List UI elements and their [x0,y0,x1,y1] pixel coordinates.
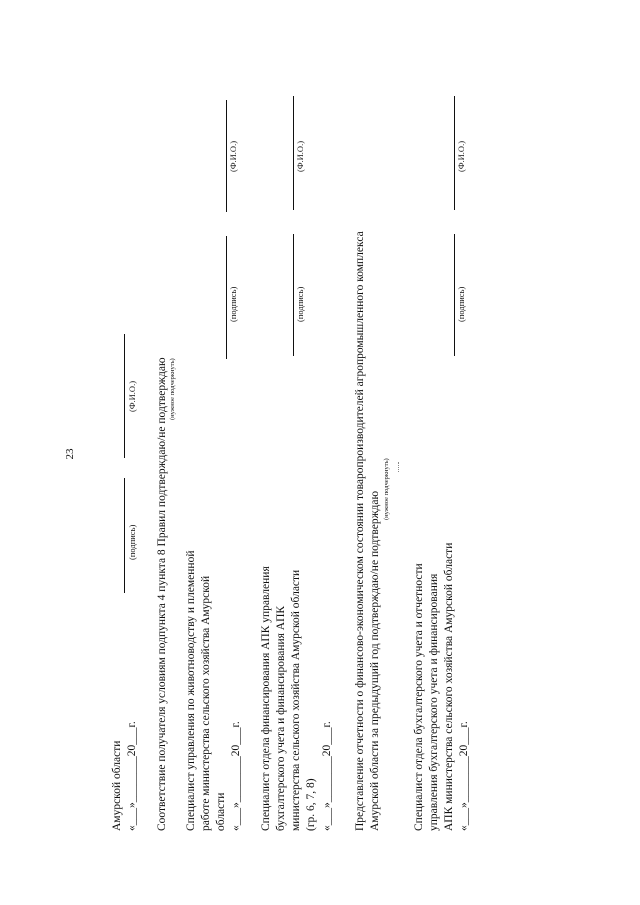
accounting-date: «___»________20___г. [458,721,470,831]
accounting-line-1: Специалист отдела бухгалтерского учета и отчетности [413,563,425,831]
top-fio-line [124,334,125,458]
livestock-sign-label: (подпись) [228,286,238,322]
livestock-date: «___»________20___г. [230,721,242,831]
finance-line-4: (гр. 6, 7, 8) [305,778,317,831]
livestock-line-1: Специалист управления по животноводству и племенной [185,550,197,831]
reporting-note: (нужное подчеркнуть) [383,458,390,520]
small-mark [398,462,403,472]
finance-date: «___»________20___г. [321,721,333,831]
finance-fio-label: (Ф.И.О.) [295,140,305,172]
top-region: Амурской области [111,740,123,831]
top-sign-label: (подпись) [127,524,137,560]
accounting-fio-line [454,96,455,210]
finance-line-1: Специалист отдела финансирования АПК управления [260,566,272,831]
finance-sign-line [293,234,294,356]
livestock-fio-label: (Ф.И.О.) [228,140,238,172]
top-date: «___»________20___г. [126,721,138,831]
reporting-line-2: Амурской области за предыдущий год подтверждаю/не подтверждаю [369,490,381,831]
finance-line-2: бухгалтерского учета и финансирования АПК [275,605,287,831]
conformity-text: Соответствие получателя условиям подпункта 4 пункта 8 Правил подтверждаю/не подтверждаю [156,357,168,831]
conformity-note: (нужное подчеркнуть) [169,358,176,420]
accounting-line-2: управления бухгалтерского учета и финансирования [428,573,440,831]
finance-sign-label: (подпись) [295,286,305,322]
accounting-sign-line [454,234,455,356]
accounting-line-3: АПК министерства сельского хозяйства Амурской области [443,542,455,831]
livestock-sign-line [226,236,227,359]
reporting-line-1: Представление отчетности о финансово-экономическом состоянии товаропроизводителей агропромышленного комплекса [354,231,366,831]
livestock-line-2: работе министерства сельского хозяйства Амурской [200,575,212,831]
finance-fio-line [293,96,294,210]
accounting-fio-label: (Ф.И.О.) [456,140,466,172]
top-fio-label: (Ф.И.О.) [127,380,137,412]
accounting-sign-label: (подпись) [456,286,466,322]
top-sign-line [124,478,125,593]
finance-line-3: министерства сельского хозяйства Амурской области [290,569,302,831]
page-number: 23 [64,448,76,460]
livestock-line-3: области [215,792,227,831]
livestock-fio-line [226,100,227,212]
